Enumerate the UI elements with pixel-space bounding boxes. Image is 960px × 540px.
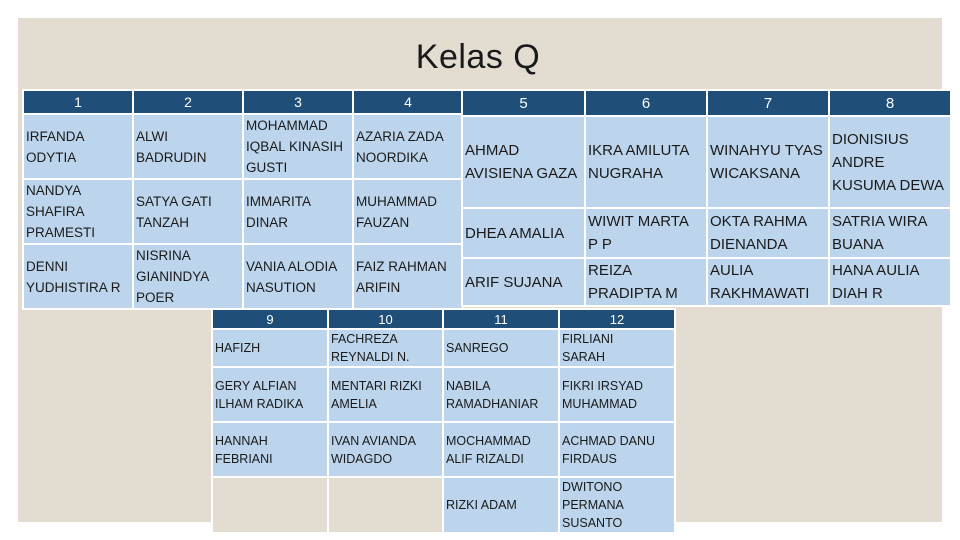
table-row xyxy=(462,208,951,258)
member-cell: MENTARI RIZKI AMELIA xyxy=(328,367,443,422)
group-header-11: 11 xyxy=(443,309,559,329)
member-cell: OKTA RAHMA DIENANDA xyxy=(707,208,829,258)
member-cell: IVAN AVIANDA WIDAGDO xyxy=(328,422,443,477)
member-cell: AULIA RAKHMAWATI xyxy=(707,258,829,306)
member-cell: DHEA AMALIA xyxy=(462,208,585,258)
member-cell: AZARIA ZADA NOORDIKA xyxy=(353,114,463,179)
member-cell: REIZA PRADIPTA M xyxy=(585,258,707,306)
table-row xyxy=(212,367,675,422)
table-row xyxy=(212,329,675,367)
group-header-6: 6 xyxy=(585,90,707,116)
member-cell: WINAHYU TYAS WICAKSANA xyxy=(707,116,829,208)
member-cell: DWITONO PERMANA SUSANTO xyxy=(559,477,675,533)
member-cell: NABILA RAMADHANIAR xyxy=(443,367,559,422)
table-row xyxy=(23,114,463,179)
group-header-4: 4 xyxy=(353,90,463,114)
member-cell: MOCHAMMAD ALIF RIZALDI xyxy=(443,422,559,477)
empty-cell xyxy=(328,477,443,533)
member-cell: NANDYA SHAFIRA PRAMESTI xyxy=(23,179,133,244)
member-cell: AHMAD AVISIENA GAZA xyxy=(462,116,585,208)
member-cell: VANIA ALODIA NASUTION xyxy=(243,244,353,309)
member-cell: IRFANDA ODYTIA xyxy=(23,114,133,179)
table-row xyxy=(23,244,463,309)
member-cell: ACHMAD DANU FIRDAUS xyxy=(559,422,675,477)
group-header-10: 10 xyxy=(328,309,443,329)
member-cell: FACHREZA REYNALDI N. xyxy=(328,329,443,367)
member-cell: SATRIA WIRA BUANA xyxy=(829,208,951,258)
table-row xyxy=(212,477,675,533)
group-table-5-8 xyxy=(461,89,952,307)
member-cell: RIZKI ADAM xyxy=(443,477,559,533)
member-cell: HANA AULIA DIAH R xyxy=(829,258,951,306)
member-cell: DENNI YUDHISTIRA R xyxy=(23,244,133,309)
group-header-9: 9 xyxy=(212,309,328,329)
group-header-12: 12 xyxy=(559,309,675,329)
member-cell: ARIF SUJANA xyxy=(462,258,585,306)
group-header-3: 3 xyxy=(243,90,353,114)
member-cell: ALWI BADRUDIN xyxy=(133,114,243,179)
member-cell: HANNAH FEBRIANI xyxy=(212,422,328,477)
member-cell: IKRA AMILUTA NUGRAHA xyxy=(585,116,707,208)
member-cell: NISRINA GIANINDYA POER xyxy=(133,244,243,309)
member-cell: IMMARITA DINAR xyxy=(243,179,353,244)
empty-cell xyxy=(212,477,328,533)
group-header-8: 8 xyxy=(829,90,951,116)
table-row xyxy=(23,179,463,244)
member-cell: HAFIZH xyxy=(212,329,328,367)
member-cell: DIONISIUS ANDRE KUSUMA DEWA xyxy=(829,116,951,208)
table-row xyxy=(212,422,675,477)
group-header-1: 1 xyxy=(23,90,133,114)
table-row xyxy=(462,258,951,306)
member-cell: FIKRI IRSYAD MUHAMMAD xyxy=(559,367,675,422)
group-table-1-4 xyxy=(22,89,464,310)
member-cell: GERY ALFIAN ILHAM RADIKA xyxy=(212,367,328,422)
group-table-9-12 xyxy=(211,308,676,534)
member-cell: SANREGO xyxy=(443,329,559,367)
member-cell: FAIZ RAHMAN ARIFIN xyxy=(353,244,463,309)
member-cell: FIRLIANI SARAH xyxy=(559,329,675,367)
table-row xyxy=(462,116,951,208)
member-cell: SATYA GATI TANZAH xyxy=(133,179,243,244)
member-cell: MUHAMMAD FAUZAN xyxy=(353,179,463,244)
group-header-7: 7 xyxy=(707,90,829,116)
member-cell: WIWIT MARTA P P xyxy=(585,208,707,258)
member-cell: MOHAMMAD IQBAL KINASIH GUSTI xyxy=(243,114,353,179)
group-header-2: 2 xyxy=(133,90,243,114)
group-header-5: 5 xyxy=(462,90,585,116)
slide-title: Kelas Q xyxy=(415,38,541,76)
